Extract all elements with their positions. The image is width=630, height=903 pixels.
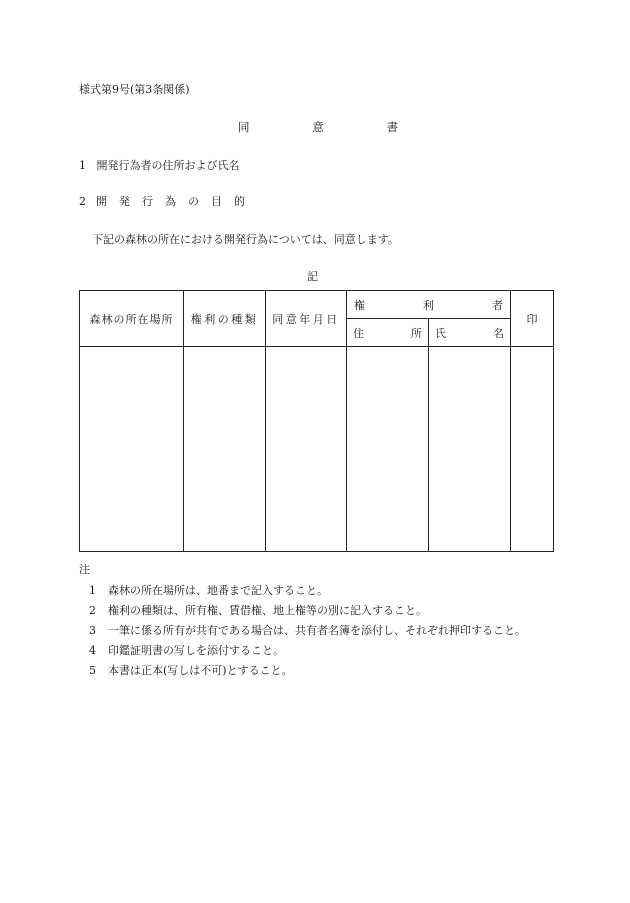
- item-number: 1: [79, 159, 86, 172]
- header-seal: 印: [511, 291, 554, 347]
- note-item: 1 森林の所在場所は、地番まで記入すること。: [89, 584, 328, 597]
- item-text: 開発行為者の住所および氏名: [96, 159, 240, 172]
- table-row: [80, 347, 554, 552]
- title-char: 書: [386, 120, 398, 134]
- form-number: 様式第9号(第3条関係): [79, 83, 190, 96]
- ki-heading: 記: [307, 270, 318, 283]
- item-number: 2: [79, 195, 86, 208]
- note-item: 5 本書は正本(写しは不可)とすること。: [89, 664, 293, 677]
- header-right-holder: 権 利 者: [347, 291, 511, 319]
- consent-table: [79, 290, 554, 552]
- title-char: 意: [312, 120, 324, 134]
- title-char: 同: [238, 120, 250, 134]
- header-name: 氏 名: [429, 319, 511, 347]
- cell-consent-date: [266, 347, 347, 552]
- header-address: 住 所: [347, 319, 429, 347]
- cell-right-type: [184, 347, 266, 552]
- note-item: 3 一筆に係る所有が共有である場合は、共有者名簿を添付し、それぞれ押印すること。: [89, 624, 526, 637]
- header-consent-date: 同意年月日: [266, 291, 347, 347]
- document-title: [238, 119, 398, 135]
- notes-heading: 注: [79, 563, 90, 576]
- consent-statement: 下記の森林の所在における開発行為については、同意します。: [92, 233, 399, 246]
- cell-seal: [511, 347, 554, 552]
- item-text: 開発行為の目的: [96, 195, 257, 208]
- notes-list: [89, 581, 526, 681]
- header-location: 森林の所在場所: [80, 291, 184, 347]
- cell-address: [347, 347, 429, 552]
- item-purpose: [79, 193, 257, 209]
- cell-location: [80, 347, 184, 552]
- note-item: 4 印鑑証明書の写しを添付すること。: [89, 644, 284, 657]
- note-item: 2 権利の種類は、所有権、賃借権、地上権等の別に記入すること。: [89, 604, 427, 617]
- item-applicant: [79, 157, 240, 173]
- cell-name: [429, 347, 511, 552]
- header-right-type: 権利の種類: [184, 291, 266, 347]
